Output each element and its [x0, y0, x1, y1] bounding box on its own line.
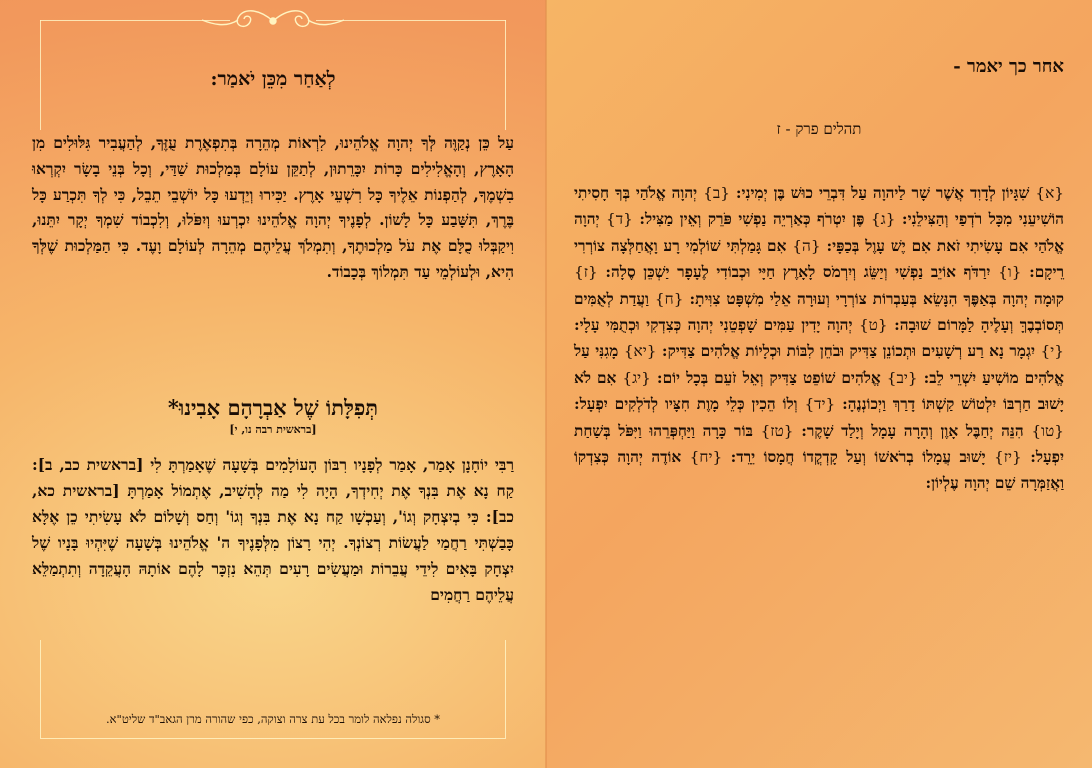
psalm-text — [574, 180, 1064, 497]
verse-text: מָגִנִּי עַל אֱלֹהִים מוֹשִׁיעַ יִשְׁרֵי לֵב: — [574, 342, 1065, 387]
psalm-subtitle: תהלים פרק - ז — [776, 120, 862, 138]
verse-number: {ט} — [858, 316, 888, 335]
verse-text: יָשׁוּב עֲמָלוֹ בְרֹאשׁוֹ וְעַל קָדְקֳדוֹ חֲמָסוֹ יֵרֵד: — [722, 448, 995, 467]
left-page-title: לְאַחַר מִכֵּן יֹאמַר: — [210, 68, 336, 90]
verse-number: {יז} — [994, 448, 1022, 467]
verse-number: {י} — [1040, 342, 1064, 361]
verse-number: {יח} — [689, 448, 723, 467]
verse-number: {א} — [1035, 184, 1064, 202]
verse-number: {ח} — [654, 289, 684, 308]
verse-text: אִם גָּמַלְתִּי שׁוֹלְמִי רָע וָאֲחַלְּצָה צוֹרְרִי רֵיקָם: — [574, 236, 1064, 282]
footnote: * סגולה נפלאה לומר בכל עת צרה וצוקה, כפי שהורה מרן הגאב"ד שליט"א. — [105, 712, 441, 726]
verse-number: {ז} — [574, 263, 598, 282]
verse-number: {ב} — [703, 184, 730, 202]
verse-text: בּוֹר כָּרָה וַיַּחְפְּרֵהוּ וַיִּפֹּל בְּשַׁחַת יִפְעָל: — [574, 421, 1065, 467]
verse-number: {טו} — [1031, 421, 1065, 440]
prayer-title: תְּפִלָּתוֹ שֶׁל אַבְרָהָם אָבִינוּ* — [167, 395, 379, 420]
verse-number: {טז} — [760, 421, 794, 440]
verse-number: {יא} — [623, 342, 657, 361]
verse-text: יְהוָה יָדִין עַמִּים שָׁפְטֵנִי יְהוָה כְּצִדְקִי וּכְתֻמִּי עָלָי: — [574, 316, 859, 335]
verse-number: {יג} — [622, 368, 651, 387]
verse-text: שִׁגָּיוֹן לְדָוִד אֲשֶׁר שָׁר לַיהוָה עַל דִּבְרֵי כוּשׁ בֶּן יְמִינִי: — [729, 184, 1036, 202]
verse-text: פֶּן יִטְרֹף כְּאַרְיֵה נַפְשִׁי פֹּרֵק וְאֵין מַצִּיל: — [632, 210, 871, 229]
verse-number: {יב} — [886, 368, 918, 387]
verse-number: {יד} — [804, 395, 836, 414]
left-page-body: עַל כֵּן נְקַוֶּה לְּךָ יְהוָה אֱלֹהֵינוּ, לִרְאוֹת מְהֵרָה בְּתִפְאֶרֶת עֻזֶּךָ, לְהַעֲבִיר גִּלּוּלִים מִן הָאָרֶץ, וְהָאֱלִילִים כָּרוֹת יִכָּרֵתוּן, לְתַקֵּן עוֹלָם בְּמַלְכוּת שַׁדַּי, וְכָל בְּנֵי בָשָׂר יִקְרְאוּ בִשְׁמֶךָ, לְהַפְנוֹת אֵלֶיךָ כָּל רִשְׁעֵי אָרֶץ. יַכִּירוּ וְיֵדְעוּ כָּל יוֹשְׁבֵי תֵבֵל, כִּי לְךָ תִּכְרַע כָּל בֶּרֶךְ, תִּשָּׁבַע כָּל לָשׁוֹן. לְפָנֶיךָ יְהוָה אֱלֹהֵינוּ יִכְרְעוּ וְיִפֹּלוּ, וְלִכְבוֹד שִׁמְךָ יְקָר יִתֵּנוּ, וִיקַבְּלוּ כֻלָּם אֶת עֹל מַלְכוּתֶךָ, וְתִמְלֹךְ עֲלֵיהֶם מְהֵרָה לְעוֹלָם וָעֶד. כִּי הַמַּלְכוּת שֶׁלְּךָ הִיא, וּלְעוֹלְמֵי עַד תִּמְלוֹךְ בְּכָבוֹד. — [32, 133, 514, 281]
verse-text: יְהוָה אֱלֹהַי בְּךָ חָסִיתִי הוֹשִׁיעֵנִי מִכָּל רֹדְפַי וְהַצִּילֵנִי: — [574, 184, 1064, 229]
verse-text: וְלוֹ הֵכִין כְּלֵי מָוֶת חִצָּיו לְדֹלְקִים יִפְעָל: — [574, 395, 805, 414]
verse-number: {ג} — [870, 210, 896, 229]
verse-number: {ו} — [998, 263, 1022, 282]
verse-text: וַעֲדַת לְאֻמִּים תְּסוֹבְבֶךָּ וְעָלֶיהָ לַמָּרוֹם שׁוּבָה: — [574, 289, 1064, 335]
verse-text: יְהוָה אֱלֹהַי אִם עָשִׂיתִי זֹאת אִם יֶשׁ עָוֶל בְּכַפָּי: — [574, 210, 1064, 255]
verse-text: אִם לֹא יָשׁוּב חַרְבּוֹ יִלְטוֹשׁ קַשְׁתּוֹ דָרַךְ וַיְכוֹנְנֶהָ: — [574, 368, 1064, 414]
verse-text: אֱלֹהִים שׁוֹפֵט צַדִּיק וְאֵל זֹעֵם בְּכָל יוֹם: — [650, 368, 887, 387]
verse-text: אוֹדֶה יְהוָה כְּצִדְקוֹ וַאֲזַמְּרָה שֵׁם יְהוָה עֶלְיוֹן: — [574, 448, 1064, 493]
prayer-source: [בראשית רבה נו, י] — [229, 423, 317, 436]
verse-text: קוּמָה יְהוָה בְּאַפֶּךָ הִנָּשֵׂא בְּעַבְרוֹת צוֹרְרָי וְעוּרָה אֵלַי מִשְׁפָּט צִוִּיתָ: — [683, 289, 1064, 308]
verse-text: הִנֵּה יְחַבֶּל אָוֶן וְהָרָה עָמָל וְיָלַד שָׁקֶר: — [793, 421, 1032, 440]
right-page-title: אחר כך יאמר - — [953, 56, 1064, 77]
verse-text: יִגְמָר נָא רַע רְשָׁעִים וּתְכוֹנֵן צַדִּיק וּבֹחֵן לִבּוֹת וּכְלָיוֹת אֱלֹהִים צַדִּיק: — [656, 342, 1041, 361]
frame-bottom-line — [40, 738, 506, 739]
verse-number: {ד} — [606, 210, 633, 229]
book-spine — [545, 0, 547, 768]
prayer-body: רַבִּי יוֹחָנָן אָמַר, אָמַר לְפָנָיו רִבּוֹן הָעוֹלָמִים בְּשָׁעָה שֶׁאָמַרְתָּ לִי [בראשית כב, ב]: קַח נָא אֶת בִּנְךָ אֶת יְחִידְךָ, הָיָה לִי מַה לְּהָשִׁיב, אֶתְמוֹל אָמַרְתָּ [בראשית כא, כב]: כִּי בְיִצְחָק וְגוֹ', וְעַכְשָׁו קַח נָא אֶת בִּנְךָ וְגוֹ' וְחַס וְשָׁלוֹם לֹא עָשִׂיתִי כֵן אֶלָּא כָּבַשְׁתִּי רַחֲמַי לַעֲשׂוֹת רְצוֹנְךָ. יְהִי רָצוֹן מִלְּפָנֶיךָ ה' אֱלֹהֵינוּ בְּשָׁעָה שֶׁיִּהְיוּ בָּנָיו שֶׁל יִצְחָק בָּאִים לִידֵי עֲבֵרוֹת וּמַעֲשִׂים רָעִים תְּהֵא נִזְכָּר לָהֶם אוֹתָהּ הָעֲקֵדָה וְתִתְמַלֵּא עֲלֵיהֶם רַחֲמִים — [32, 455, 514, 604]
verse-text: יִרַדֹּף אוֹיֵב נַפְשִׁי וְיַשֵּׂג וְיִרְמֹס לָאָרֶץ חַיָּי וּכְבוֹדִי לֶעָפָר יַשְׁכֵּן סֶלָה: — [597, 263, 999, 282]
top-flourish-ornament — [198, 6, 348, 36]
verse-number: {ה} — [792, 236, 821, 255]
